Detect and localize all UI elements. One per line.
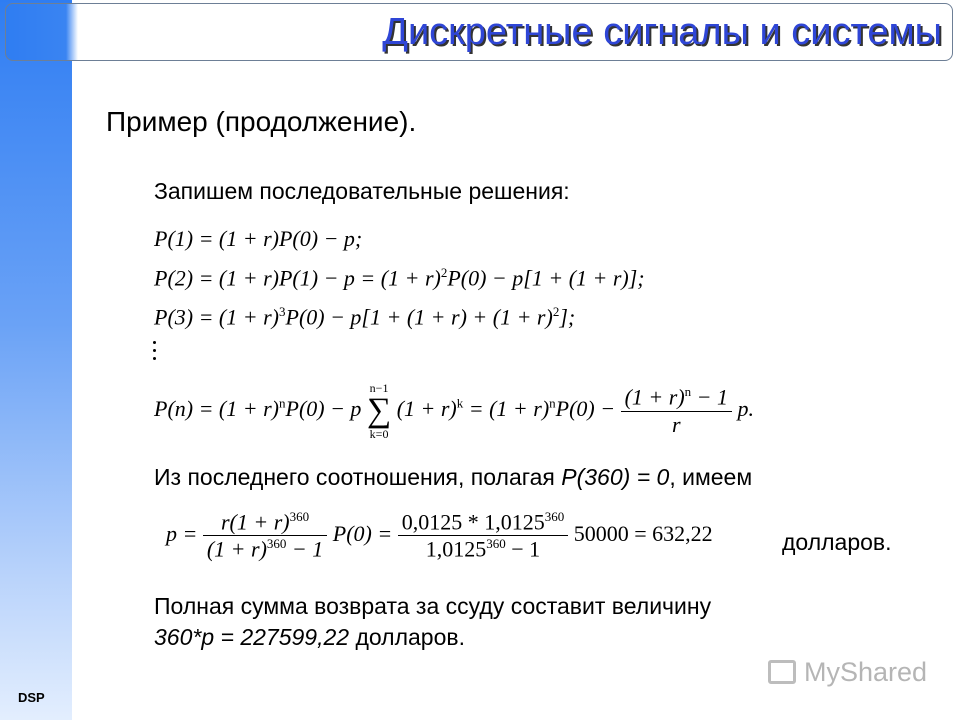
p-num: r(1 + r) (221, 509, 290, 535)
p-den-2: − 1 (286, 536, 324, 562)
slide-title: Дискретные сигналы и системы (382, 11, 942, 53)
total-value (154, 624, 465, 651)
formula-pn-part6: p. (737, 396, 755, 422)
formula-p2-part2: P(0) − p[1 + (1 + r)]; (447, 265, 645, 291)
sigma-icon: ∑ (366, 392, 392, 429)
watermark-text: MyShared (804, 657, 928, 687)
formula-p-mid: P(0) = (332, 520, 398, 546)
condition-text (154, 464, 752, 491)
formula-pn (154, 382, 754, 440)
presentation-icon (768, 660, 796, 684)
p-num2: 0,0125 * 1,0125 (401, 509, 545, 535)
condition-part1: Из последнего соотношения, полагая (154, 464, 562, 490)
formula-pn-part1: P(n) = (1 + r) (154, 396, 279, 422)
formula-p2 (154, 265, 645, 291)
exp-360a: 360 (289, 509, 310, 524)
footer-label: DSP (18, 690, 45, 705)
exp-360c: 360 (544, 509, 565, 524)
exp-k: k (456, 395, 464, 411)
frac-num-2: − 1 (691, 384, 729, 410)
formula-pn-part4: = (1 + r) (463, 396, 550, 422)
formula-p3-part1: P(3) = (1 + r) (154, 304, 279, 330)
sum-symbol (367, 382, 391, 440)
formula-p-end: 50000 = 632,22 (573, 520, 713, 546)
sum-upper-limit: n−1 (369, 381, 389, 395)
title-bar (5, 3, 953, 61)
slide-subtitle: Пример (продолжение). (106, 106, 417, 137)
total-value-part2: долларов. (349, 624, 465, 650)
formula-p1-text: P(1) = (1 + r)P(0) − p; (154, 226, 363, 251)
formula-p1 (154, 226, 362, 252)
exp-n: n (279, 395, 286, 411)
sum-lower-limit: k=0 (369, 427, 389, 441)
exp-360b: 360 (266, 536, 287, 552)
fraction-pn (621, 384, 732, 437)
total-value-part1: 360*p = 227599,22 (154, 624, 350, 650)
condition-part2: P(360) = 0 (561, 464, 670, 490)
sidebar-gradient (0, 0, 72, 720)
p-den: (1 + r) (206, 536, 267, 562)
vertical-ellipsis (152, 341, 158, 365)
frac-den: r (672, 411, 681, 437)
exp-3: 3 (279, 304, 286, 319)
formula-pn-part3: (1 + r) (396, 396, 457, 422)
formula-p (166, 509, 713, 563)
fraction-p1 (203, 509, 327, 563)
watermark-logo (768, 657, 928, 691)
exp-2b: 2 (552, 304, 560, 319)
p-den3: 1,0125 (425, 536, 487, 562)
fraction-p2 (398, 509, 569, 563)
exp-n2: n (549, 395, 556, 411)
formula-pn-part2: P(0) − p (285, 396, 362, 422)
formula-p3-part3: ]; (559, 304, 576, 330)
formula-p3-part2: P(0) − p[1 + (1 + r) + (1 + r) (285, 304, 553, 330)
condition-part3: , имеем (669, 464, 753, 490)
exp-2: 2 (440, 265, 448, 280)
intro-text: Запишем последовательные решения: (154, 178, 570, 204)
formula-p3 (154, 304, 575, 330)
result-unit: долларов. (782, 529, 892, 555)
formula-p-lhs: p = (166, 520, 203, 546)
exp-360d: 360 (486, 536, 506, 552)
exp-n3: n (684, 384, 692, 400)
frac-num: (1 + r) (624, 384, 685, 410)
p-den3b: − 1 (505, 536, 541, 562)
formula-pn-part5: P(0) − (555, 396, 621, 422)
formula-p2-part1: P(2) = (1 + r)P(1) − p = (1 + r) (154, 265, 441, 291)
total-text: Полная сумма возврата за ссуду составит величину (154, 593, 712, 619)
